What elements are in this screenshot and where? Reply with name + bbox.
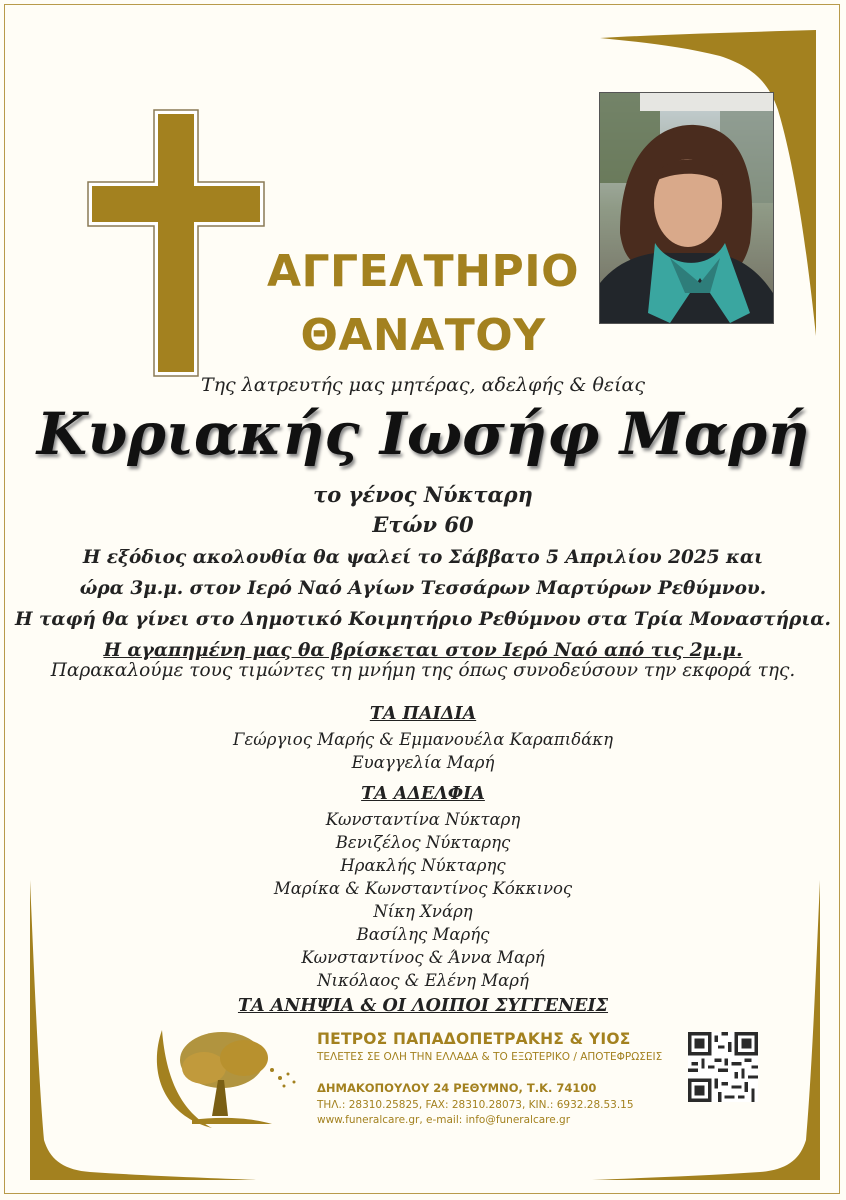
cross-icon bbox=[86, 108, 266, 378]
children-heading: ΤΑ ΠΑΙΔΙΑ bbox=[369, 704, 477, 724]
list-item: Ηρακλής Νύκταρης bbox=[340, 856, 506, 875]
list-item: Βασίλης Μαρής bbox=[356, 925, 490, 944]
funeral-home-name: ΠΕΤΡΟΣ ΠΑΠΑΔΟΠΕΤΡΑΚΗΣ & ΥΙΟΣ bbox=[317, 1030, 631, 1048]
funeral-home-address: ΔΗΜΑΚΟΠΟΥΛΟΥ 24 ΡΕΘΥΜΝΟ, Τ.Κ. 74100 bbox=[317, 1081, 597, 1095]
intro-text: Της λατρευτής μας μητέρας, αδελφής & θείας bbox=[200, 374, 645, 396]
list-item: Μαρίκα & Κωνσταντίνος Κόκκινος bbox=[273, 879, 573, 898]
detail-line: Η εξόδιος ακολουθία θα ψαλεί το Σάββατο 5 Απριλίου 2025 και bbox=[82, 547, 764, 568]
viewing-note: Η αγαπημένη μας θα βρίσκεται στον Ιερό Ναό από τις 2μ.μ. bbox=[103, 640, 743, 661]
list-item: Βενιζέλος Νύκταρης bbox=[335, 833, 511, 852]
list-item: Νικόλαος & Ελένη Μαρή bbox=[317, 971, 529, 990]
list-item: Νίκη Χνάρη bbox=[373, 902, 473, 921]
funeral-home-info bbox=[317, 1030, 662, 1126]
age: Ετών 60 bbox=[372, 512, 474, 537]
funeral-home-phones: ΤΗΛ.: 28310.25825, FAX: 28310.28073, ΚΙΝ.: 6932.28.53.15 bbox=[317, 1099, 634, 1111]
title-line-1: ΑΓΓΕΛΤΗΡΙΟ bbox=[266, 246, 580, 297]
children-list bbox=[0, 728, 846, 774]
request-text: Παρακαλούμε τους τιμώντες τη μνήμη της όπως συνοδεύσουν την εκφορά της. bbox=[50, 660, 796, 681]
list-item: Ευαγγελία Μαρή bbox=[351, 753, 495, 772]
tree-logo-icon bbox=[152, 1020, 302, 1130]
funeral-home-tagline: ΤΕΛΕΤΕΣ ΣΕ ΟΛΗ ΤΗΝ ΕΛΛΑΔΑ & ΤΟ ΕΞΩΤΕΡΙΚΟ / ΑΠΟΤΕΦΡΩΣΕΙΣ bbox=[317, 1051, 663, 1063]
detail-line: ώρα 3μ.μ. στον Ιερό Ναό Αγίων Τεσσάρων Μαρτύρων Ρεθύμνου. bbox=[79, 578, 767, 599]
maiden-name: το γένος Νύκταρη bbox=[313, 482, 533, 507]
siblings-list bbox=[0, 808, 846, 992]
relatives-heading: ΤΑ ΑΝΗΨΙΑ & ΟΙ ΛΟΙΠΟΙ ΣΥΓΓΕΝΕΙΣ bbox=[237, 996, 609, 1016]
funeral-details bbox=[0, 542, 846, 666]
list-item: Κωνσταντίνα Νύκταρη bbox=[325, 810, 521, 829]
title-line-2: ΘΑΝΑΤΟΥ bbox=[300, 310, 546, 361]
detail-line: Η ταφή θα γίνει στο Δημοτικό Κοιμητήριο Ρεθύμνου στα Τρία Μοναστήρια. bbox=[15, 609, 831, 630]
deceased-name: Κυριακής Ιωσήφ Μαρή bbox=[36, 400, 810, 468]
siblings-heading: ΤΑ ΑΔΕΛΦΙΑ bbox=[361, 784, 485, 804]
list-item: Κωνσταντίνος & Άννα Μαρή bbox=[301, 948, 545, 967]
qr-code-icon bbox=[688, 1032, 758, 1102]
list-item: Γεώργιος Μαρής & Εμμανουέλα Καραπιδάκη bbox=[233, 730, 613, 749]
funeral-home-web: www.funeralcare.gr, e-mail: info@funeralcare.gr bbox=[317, 1114, 571, 1126]
portrait-photo bbox=[599, 92, 774, 324]
